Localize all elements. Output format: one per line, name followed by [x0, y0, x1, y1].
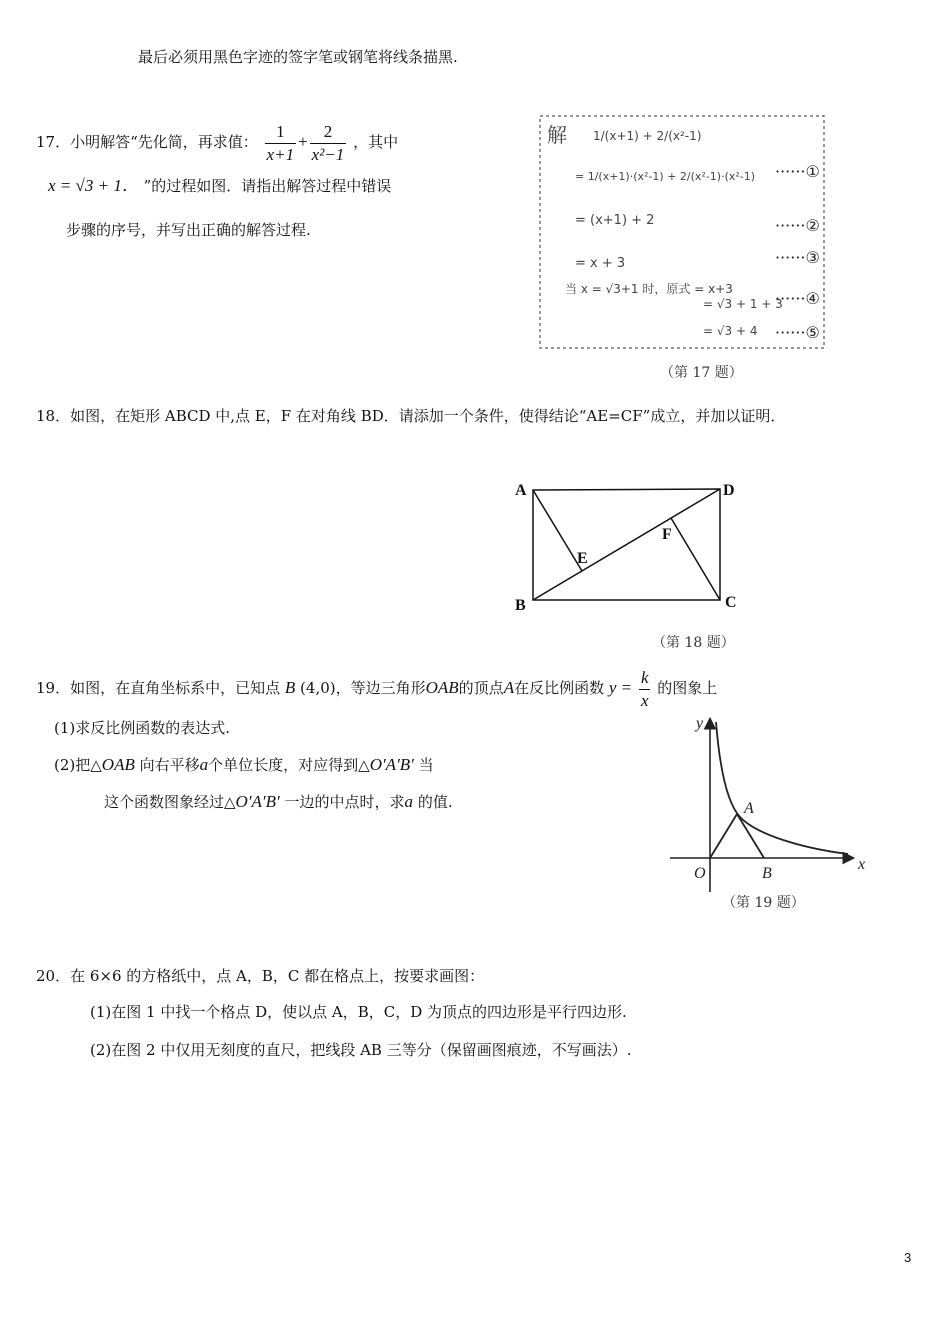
q17-line2: [48, 176, 391, 196]
step-marker-4: ······④: [775, 289, 820, 308]
q18-rectangle-figure: [505, 475, 755, 620]
label-o: O: [694, 865, 706, 882]
q17-plus: +: [298, 132, 308, 151]
inverse-curve: [716, 722, 848, 854]
q19-coordinate-graph: [660, 712, 880, 917]
q17-prefix: 17．小明解答“先化简，再求值：: [36, 133, 258, 151]
label-e: E: [577, 550, 588, 567]
solution-row0: 1/(x+1) + 2/(x²-1): [593, 129, 702, 143]
q19-suffix: 的图象上: [657, 679, 718, 697]
solution-row6: = √3 + 4: [703, 324, 758, 338]
label-x: x: [858, 856, 866, 873]
q19-line3-suffix: 的值.: [417, 793, 453, 811]
q18-caption: （第 18 题）: [652, 635, 735, 651]
label-d: D: [723, 482, 735, 499]
q17-frac2-numerator: 2: [310, 121, 347, 144]
label-y: y: [696, 715, 704, 732]
label-f: F: [662, 526, 672, 543]
label-a: A: [744, 800, 754, 817]
solution-row4: 当 x = √3+1 时，原式 = x+3: [565, 282, 733, 296]
q17-frac2-denominator: x²−1: [311, 144, 345, 164]
q19-mid: ，等边三角形: [335, 679, 426, 697]
label-b: B: [762, 865, 772, 882]
q19-oab: OAB: [425, 678, 459, 697]
q17-line3: 步骤的序号，并写出正确的解答过程.: [66, 221, 311, 239]
q19-part2: [54, 755, 434, 775]
q19-part2-prime: O′A′B′: [369, 755, 414, 774]
q19-part1: (1)求反比例函数的表达式.: [54, 719, 231, 737]
segment-cf: [671, 518, 720, 600]
solution-row3: = x + 3: [575, 256, 626, 271]
triangle-oab: [710, 814, 764, 858]
segment-ae: [533, 490, 582, 571]
q19-mid2: 的顶点: [458, 679, 504, 697]
q19-y-eq: y =: [608, 678, 633, 697]
q20-part1: (1)在图 1 中找一个格点 D，使以点 A，B，C，D 为顶点的四边形是平行四边形.: [90, 1003, 627, 1021]
q19-a: A: [503, 678, 515, 697]
solution-row5: = √3 + 1 + 3: [703, 297, 783, 311]
q17-suffix: ，其中: [353, 133, 399, 151]
q18-text: 18．如图，在矩形 ABCD 中,点 E，F 在对角线 BD．请添加一个条件，使得结论“AE=CF”成立，并加以证明．: [36, 407, 786, 425]
q19-fraction-kx: [639, 667, 651, 712]
q19-frac-x: x: [640, 690, 649, 710]
q19-line3-a: a: [404, 792, 414, 811]
page-number: 3: [904, 1250, 912, 1265]
q19-line3-prime: O′A′B′: [235, 792, 280, 811]
q17-solution-figure: [535, 110, 870, 355]
label-c: C: [725, 594, 737, 611]
solution-header: 解: [547, 123, 567, 147]
q19-part2-oab: OAB: [101, 755, 135, 774]
q20-part2: (2)在图 2 中仅用无刻度的直尺，把线段 AB 三等分（保留画图痕迹，不写画法）.: [90, 1041, 632, 1059]
q17-line2-suffix: ”的过程如图．请指出解答过程中错误: [143, 177, 392, 195]
step-marker-3: ······③: [775, 248, 820, 267]
q19-coords: (4,0): [300, 679, 336, 697]
instruction-tail: 最后必须用黑色字迹的签字笔或钢笔将线条描黑.: [138, 48, 458, 66]
solution-row2: = (x+1) + 2: [575, 213, 655, 228]
solution-row1: = 1/(x+1)·(x²-1) + 2/(x²-1)·(x²-1): [575, 170, 756, 183]
q17-frac1-denominator: x+1: [266, 144, 295, 164]
step-marker-1: ······①: [775, 162, 820, 181]
q17-x-value: x = √3 + 1．: [48, 176, 139, 195]
q19-frac-k: k: [639, 667, 651, 690]
q19-caption: （第 19 题）: [722, 895, 805, 911]
diagonal-bd: [533, 489, 720, 600]
q19-line3-prefix: 这个函数图象经过△: [104, 793, 236, 811]
q19-part2-mid2: 个单位长度，对应得到△: [208, 756, 370, 774]
q19-part2-mid: 向右平移: [139, 756, 200, 774]
q19-line3-mid: 一边的中点时，求: [284, 793, 405, 811]
q19-prefix: 19．如图，在直角坐标系中，已知点: [36, 679, 281, 697]
q19-point-b: B: [284, 678, 296, 697]
q17-fraction1: [265, 121, 297, 166]
q19-part2-a: a: [199, 755, 209, 774]
q17-frac1-numerator: 1: [265, 121, 297, 144]
q17-line1: [36, 118, 398, 166]
label-a: A: [515, 482, 527, 499]
q19-line1: [36, 664, 717, 712]
step-marker-2: ······②: [775, 216, 820, 235]
q19-mid3: 在反比例函数: [514, 679, 605, 697]
q19-part2-line2: [104, 792, 453, 812]
q17-fraction2: [310, 121, 347, 166]
step-marker-5: ······⑤: [775, 323, 820, 342]
q17-caption: （第 17 题）: [660, 365, 743, 381]
q19-part2-prefix: (2)把△: [54, 756, 102, 774]
label-b: B: [515, 597, 526, 614]
q20-line1: 20．在 6×6 的方格纸中，点 A，B，C 都在格点上，按要求画图：: [36, 967, 485, 985]
q19-part2-suffix: 当: [418, 756, 434, 774]
